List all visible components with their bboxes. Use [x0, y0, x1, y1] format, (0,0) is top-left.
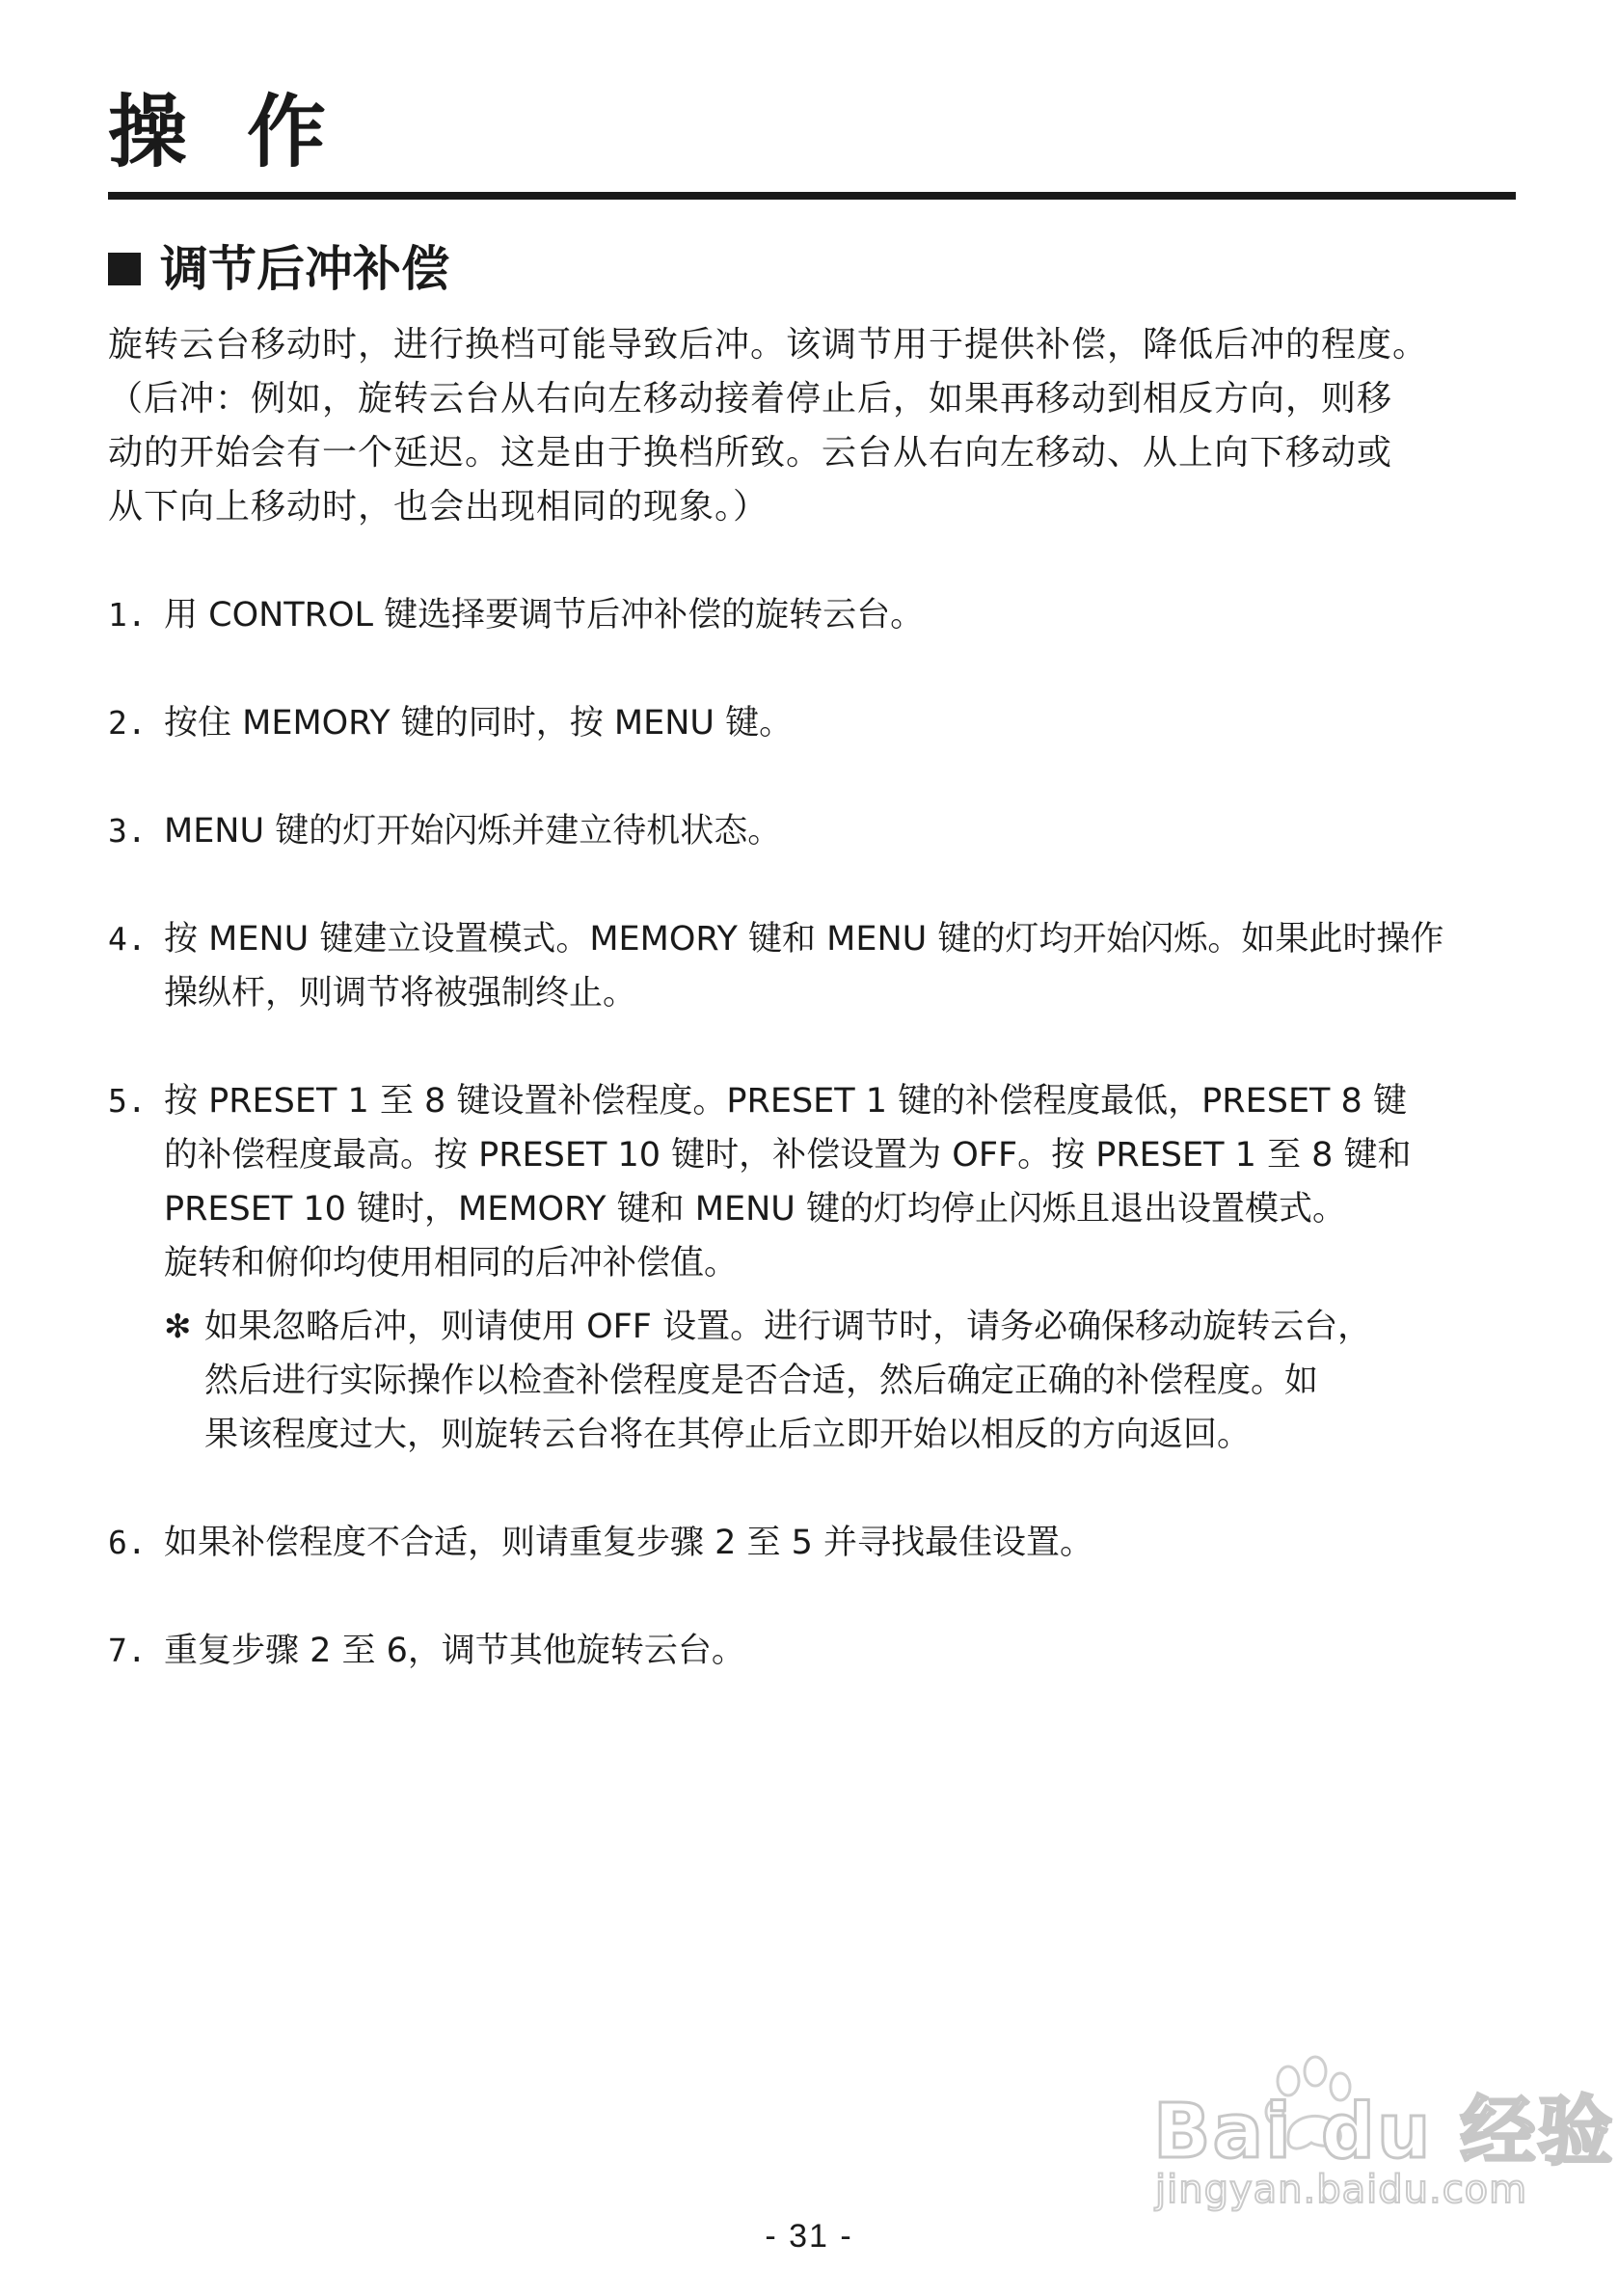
- step-text: 按住 MEMORY 键的同时，按 MENU 键。: [164, 704, 794, 743]
- step-number: 3.: [108, 812, 147, 850]
- step-text: 按 MENU 键建立设置模式。MEMORY 键和 MENU 键的灯均开始闪烁。如果此时操作: [164, 920, 1444, 959]
- step-item-6: [108, 1516, 1525, 1570]
- baidu-jingyan-watermark: [1153, 2052, 1615, 2212]
- step-text: 操纵杆，则调节将被强制终止。: [164, 974, 637, 1013]
- intro-line: 从下向上移动时，也会出现相同的现象。）: [108, 487, 769, 527]
- step-note: [164, 1300, 1525, 1462]
- note-text: 如果忽略后冲，则请使用 OFF 设置。进行调节时，请务必确保移动旋转云台，: [204, 1308, 1372, 1346]
- watermark-brand: Bai du 经验: [1153, 2089, 1615, 2175]
- step-number: 5.: [108, 1082, 147, 1120]
- intro-line: （后冲：例如，旋转云台从右向左移动接着停止后，如果再移动到相反方向，则移: [108, 379, 1393, 419]
- step-item-7: [108, 1624, 1525, 1678]
- step-text: PRESET 10 键时，MEMORY 键和 MENU 键的灯均停止闪烁且退出设置模式。: [164, 1190, 1347, 1229]
- note-text: 果该程度过大，则旋转云台将在其停止后立即开始以相反的方向返回。: [204, 1416, 1252, 1454]
- step-list: [108, 588, 1525, 1732]
- step-text: 重复步骤 2 至 6，调节其他旋转云台。: [164, 1632, 745, 1670]
- section-heading: [108, 235, 449, 303]
- asterisk-note-icon: ✻: [164, 1308, 192, 1346]
- step-item-4: [108, 912, 1525, 1020]
- intro-line: 动的开始会有一个延迟。这是由于换档所致。云台从右向左移动、从上向下移动或: [108, 433, 1393, 473]
- watermark-url: jingyan.baidu.com: [1155, 2168, 1528, 2212]
- intro-line: 旋转云台移动时，进行换档可能导致后冲。该调节用于提供补偿，降低后冲的程度。: [108, 325, 1429, 365]
- square-bullet-icon: [108, 253, 141, 285]
- step-number: 7.: [108, 1632, 147, 1669]
- chapter-title: 操作: [108, 87, 387, 178]
- step-number: 4.: [108, 920, 147, 958]
- step-text: 按 PRESET 1 至 8 键设置补偿程度。PRESET 1 键的补偿程度最低，PRESET 8 键: [164, 1082, 1407, 1121]
- step-number: 2.: [108, 704, 147, 742]
- step-text: 旋转和俯仰均使用相同的后冲补偿值。: [164, 1244, 739, 1283]
- step-text: 如果补偿程度不合适，则请重复步骤 2 至 5 并寻找最佳设置。: [164, 1524, 1094, 1562]
- step-item-5: [108, 1074, 1525, 1462]
- step-text: MENU 键的灯开始闪烁并建立待机状态。: [164, 812, 782, 851]
- note-text: 然后进行实际操作以检查补偿程度是否合适，然后确定正确的补偿程度。如: [204, 1362, 1319, 1400]
- step-number: 6.: [108, 1524, 147, 1561]
- step-item-2: [108, 696, 1525, 750]
- intro-paragraph: [108, 318, 1525, 534]
- step-item-1: [108, 588, 1525, 642]
- step-text: 的补偿程度最高。按 PRESET 10 键时，补偿设置为 OFF。按 PRESET 1 至 8 键和: [164, 1136, 1412, 1175]
- page-number: - 31 -: [765, 2218, 853, 2255]
- step-number: 1.: [108, 596, 147, 634]
- chapter-divider: [108, 192, 1516, 200]
- step-item-3: [108, 804, 1525, 858]
- step-text: 用 CONTROL 键选择要调节后冲补偿的旋转云台。: [164, 596, 925, 635]
- section-heading-text: 调节后冲补偿: [160, 241, 449, 297]
